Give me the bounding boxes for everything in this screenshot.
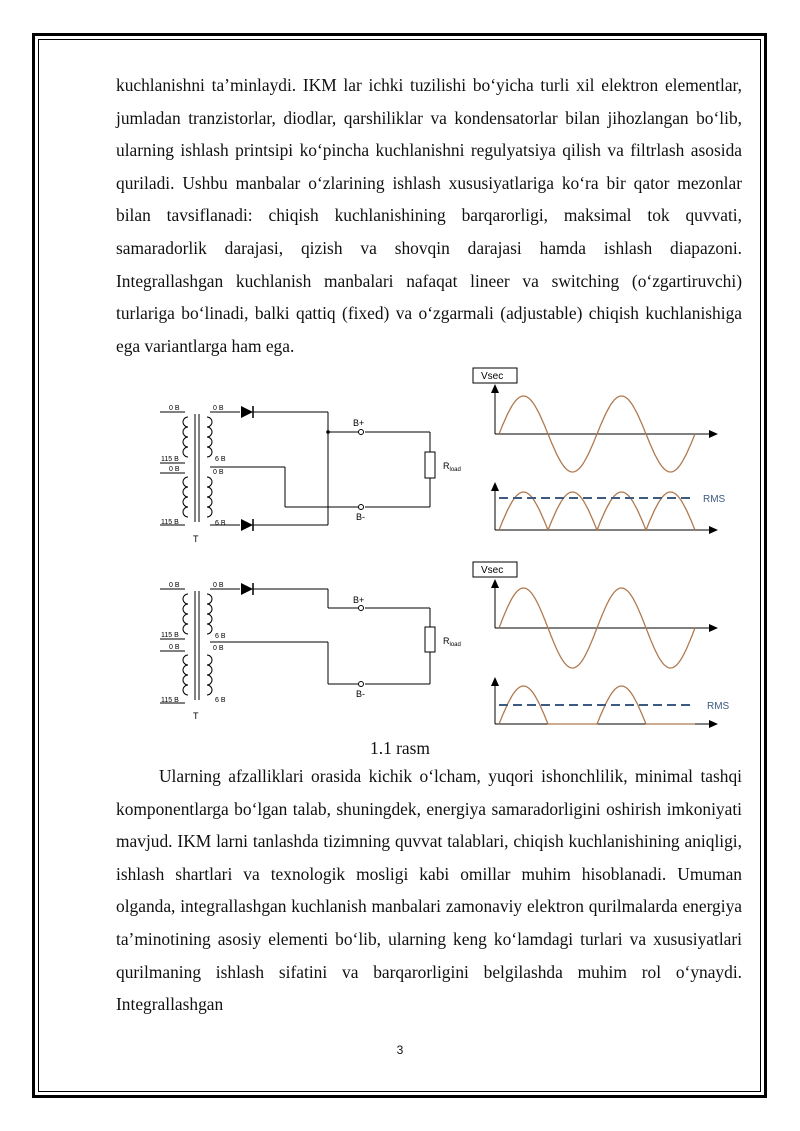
secondary-label: 0 B [213,469,224,476]
figure-caption: 1.1 rasm [370,738,430,758]
rms-label: RMS [707,701,730,712]
waveforms-top [473,368,726,534]
b-minus-label: B- [356,512,365,522]
winding-label: 115 B [161,632,179,639]
secondary-label: 0 B [213,582,224,589]
body-paragraph: Ularning afzalliklari orasida kichik o‘lcham, yuqori ishonchlilik, minimal tashqi komponentlarga bo‘lgan talab, shuningdek, energiya samaradorligini oshirish imkoniyati mavjud. IKM larni tanlashda tizimning quvvat talablari, chiqish kuchlanishining aniqligi, ishlash shartlari va texnologik mosligi kabi omillar muhim hisoblanadi. Umuman olganda, integrallashgan kuchlanish manbalari zamonaviy elektron qurilmalarda energiya ta’minotining asosiy elementi bo‘lib, ularning keng ko‘lamdagi turlari va xususiyatlari qurilmaning ishlash sifatini va barqarorligini belgilashda muhim rol o‘ynaydi. Integrallashgan [116,766,742,1015]
load-label: $R_{load}$ [443,636,461,648]
circuit-top [160,405,461,544]
winding-label: 0 B [169,405,180,412]
winding-label: 0 B [169,644,180,651]
waveforms-bottom [473,562,730,728]
intro-paragraph: kuchlanishni ta’minlaydi. IKM lar ichki tuzilishi bo‘yicha turli xil elektron elementlar, jumladan tranzistorlar, diodlar, qarshiliklar va kondensatorlar bilan jihozlangan bo‘lib, ularning ishlash printsipi ko‘pincha kuchlanishni regulyatsiya qilish va filtrlash asosida quriladi. Ushbu manbalar o‘zlarining ishlash xususiyatlariga ko‘ra bir qator mezonlar bilan tavsiflanadi: chiqish kuchlanishining barqarorligi, maksimal tok quvvati, samaradorlik darajasi, qizish va shovqin darajasi hamda ishlash diapazoni. Integrallashgan kuchlanish manbalari nafaqat lineer va switching (o‘zgartiruvchi) turlariga bo‘linadi, balki qattiq (fixed) va o‘zgarmali (adjustable) chiqish kuchlanishiga ega variantlarga ham ega. [116,75,742,356]
b-plus-label: B+ [353,418,365,428]
transformer-label: T [193,711,199,721]
secondary-label: 6 B [215,520,226,527]
b-plus-label: B+ [353,595,365,605]
vsec-label: Vsec [481,565,504,576]
circuit-bottom [160,582,461,721]
secondary-label: 6 B [215,633,226,640]
figure-circuits [155,362,755,734]
transformer-label: T [193,534,199,544]
load-label: $R_{load}$ [443,461,461,473]
load-resistor [425,627,435,652]
secondary-label: 6 B [215,697,226,704]
winding-label: 0 B [169,466,180,473]
winding-label: 115 B [161,519,179,526]
secondary-label: 6 B [215,456,226,463]
rms-label: RMS [703,494,726,505]
page-number: 3 [396,1043,404,1057]
winding-label: 0 B [169,582,180,589]
secondary-label: 0 B [213,645,224,652]
b-minus-label: B- [356,689,365,699]
load-resistor [425,452,435,478]
vsec-label: Vsec [481,371,504,382]
winding-label: 115 B [161,456,179,463]
secondary-label: 0 B [213,405,224,412]
winding-label: 115 B [161,697,179,704]
